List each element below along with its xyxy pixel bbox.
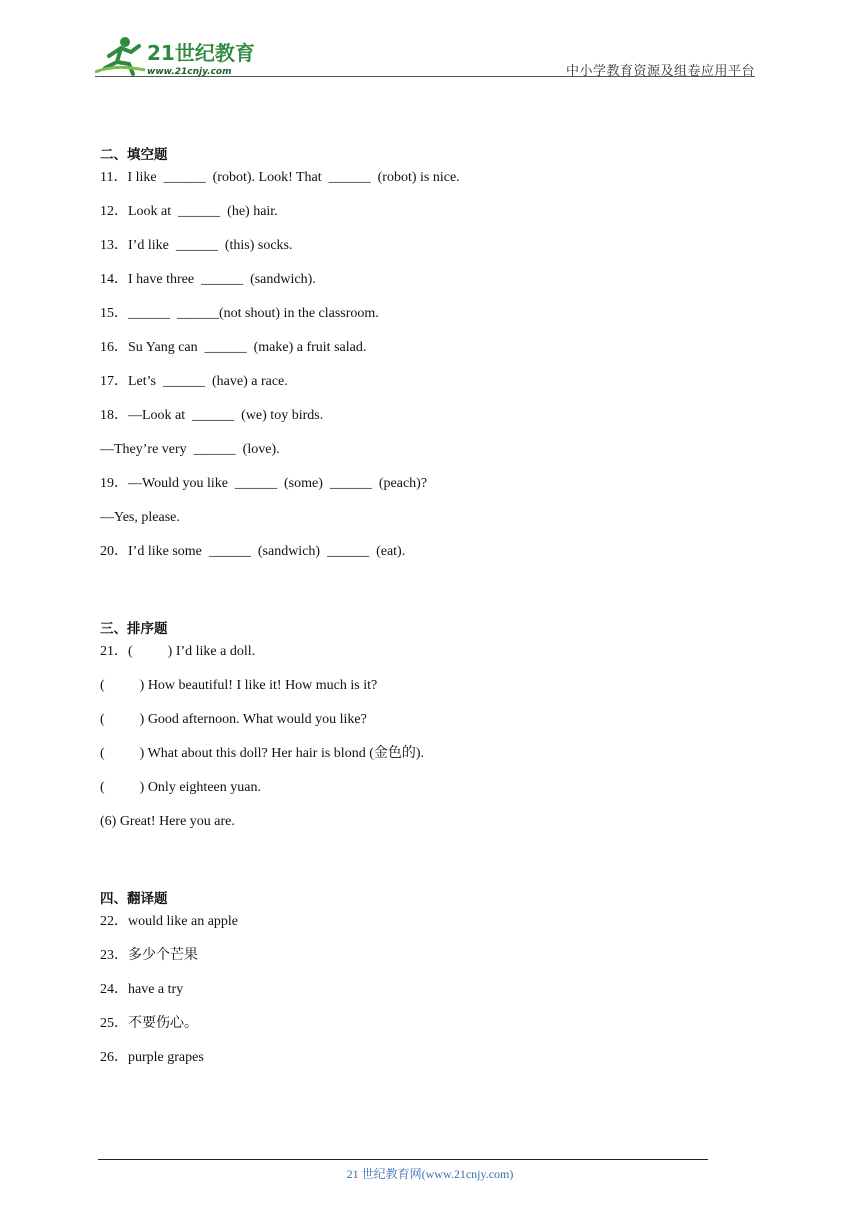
question-line: ( ) What about this doll? Her hair is blond (金色的).: [100, 746, 425, 761]
question-line: 24．have a try: [100, 982, 184, 997]
section-gap: [100, 844, 760, 882]
question-line: 16．Su Yang can ______ (make) a fruit salad.: [100, 340, 367, 355]
footer-divider: [98, 1159, 708, 1160]
section-title: 四、翻译题: [100, 891, 168, 907]
question-line: (6) Great! Here you are.: [100, 814, 235, 829]
logo-icon: [95, 34, 265, 78]
question-line: 11．I like ______ (robot). Look! That ______ (robot) is nice.: [100, 170, 460, 185]
question-line: 17．Let’s ______ (have) a race.: [100, 374, 288, 389]
question-line: 18．—Look at ______ (we) toy birds.: [100, 408, 324, 423]
question-line: 20．I’d like some ______ (sandwich) ______ (eat).: [100, 544, 406, 559]
question-line: 22．would like an apple: [100, 914, 239, 929]
question-line: 15．______ ______(not shout) in the classroom.: [100, 306, 379, 321]
section-title: 三、排序题: [100, 621, 168, 637]
page-header: [95, 30, 755, 78]
question-line: 23．多少个芒果: [100, 948, 198, 963]
logo-url: www.21cnjy.com: [147, 67, 232, 77]
question-line: 21．( ) I’d like a doll.: [100, 644, 256, 659]
footer-text[interactable]: 21 世纪教育网(www.21cnjy.com): [346, 1167, 514, 1181]
section-title: 二、填空题: [100, 147, 168, 163]
question-line: 12．Look at ______ (he) hair.: [100, 204, 278, 219]
logo-text: 21世纪教育: [147, 41, 255, 65]
question-line: 19．—Would you like ______ (some) ______ (peach)?: [100, 476, 428, 491]
question-line: ( ) How beautiful! I like it! How much is it?: [100, 678, 378, 693]
header-divider: [95, 76, 755, 77]
question-line: 25．不要伤心。: [100, 1016, 198, 1031]
question-line: —They’re very ______ (love).: [100, 442, 280, 457]
worksheet-content: [100, 138, 760, 1080]
question-line: ( ) Good afternoon. What would you like?: [100, 712, 367, 727]
question-line: 26．purple grapes: [100, 1050, 204, 1065]
question-line: 14．I have three ______ (sandwich).: [100, 272, 316, 287]
question-line: —Yes, please.: [100, 510, 180, 525]
section-gap: [100, 574, 760, 612]
question-line: 13．I’d like ______ (this) socks.: [100, 238, 293, 253]
question-line: ( ) Only eighteen yuan.: [100, 780, 261, 795]
platform-name: 中小学教育资源及组卷应用平台: [565, 64, 755, 79]
